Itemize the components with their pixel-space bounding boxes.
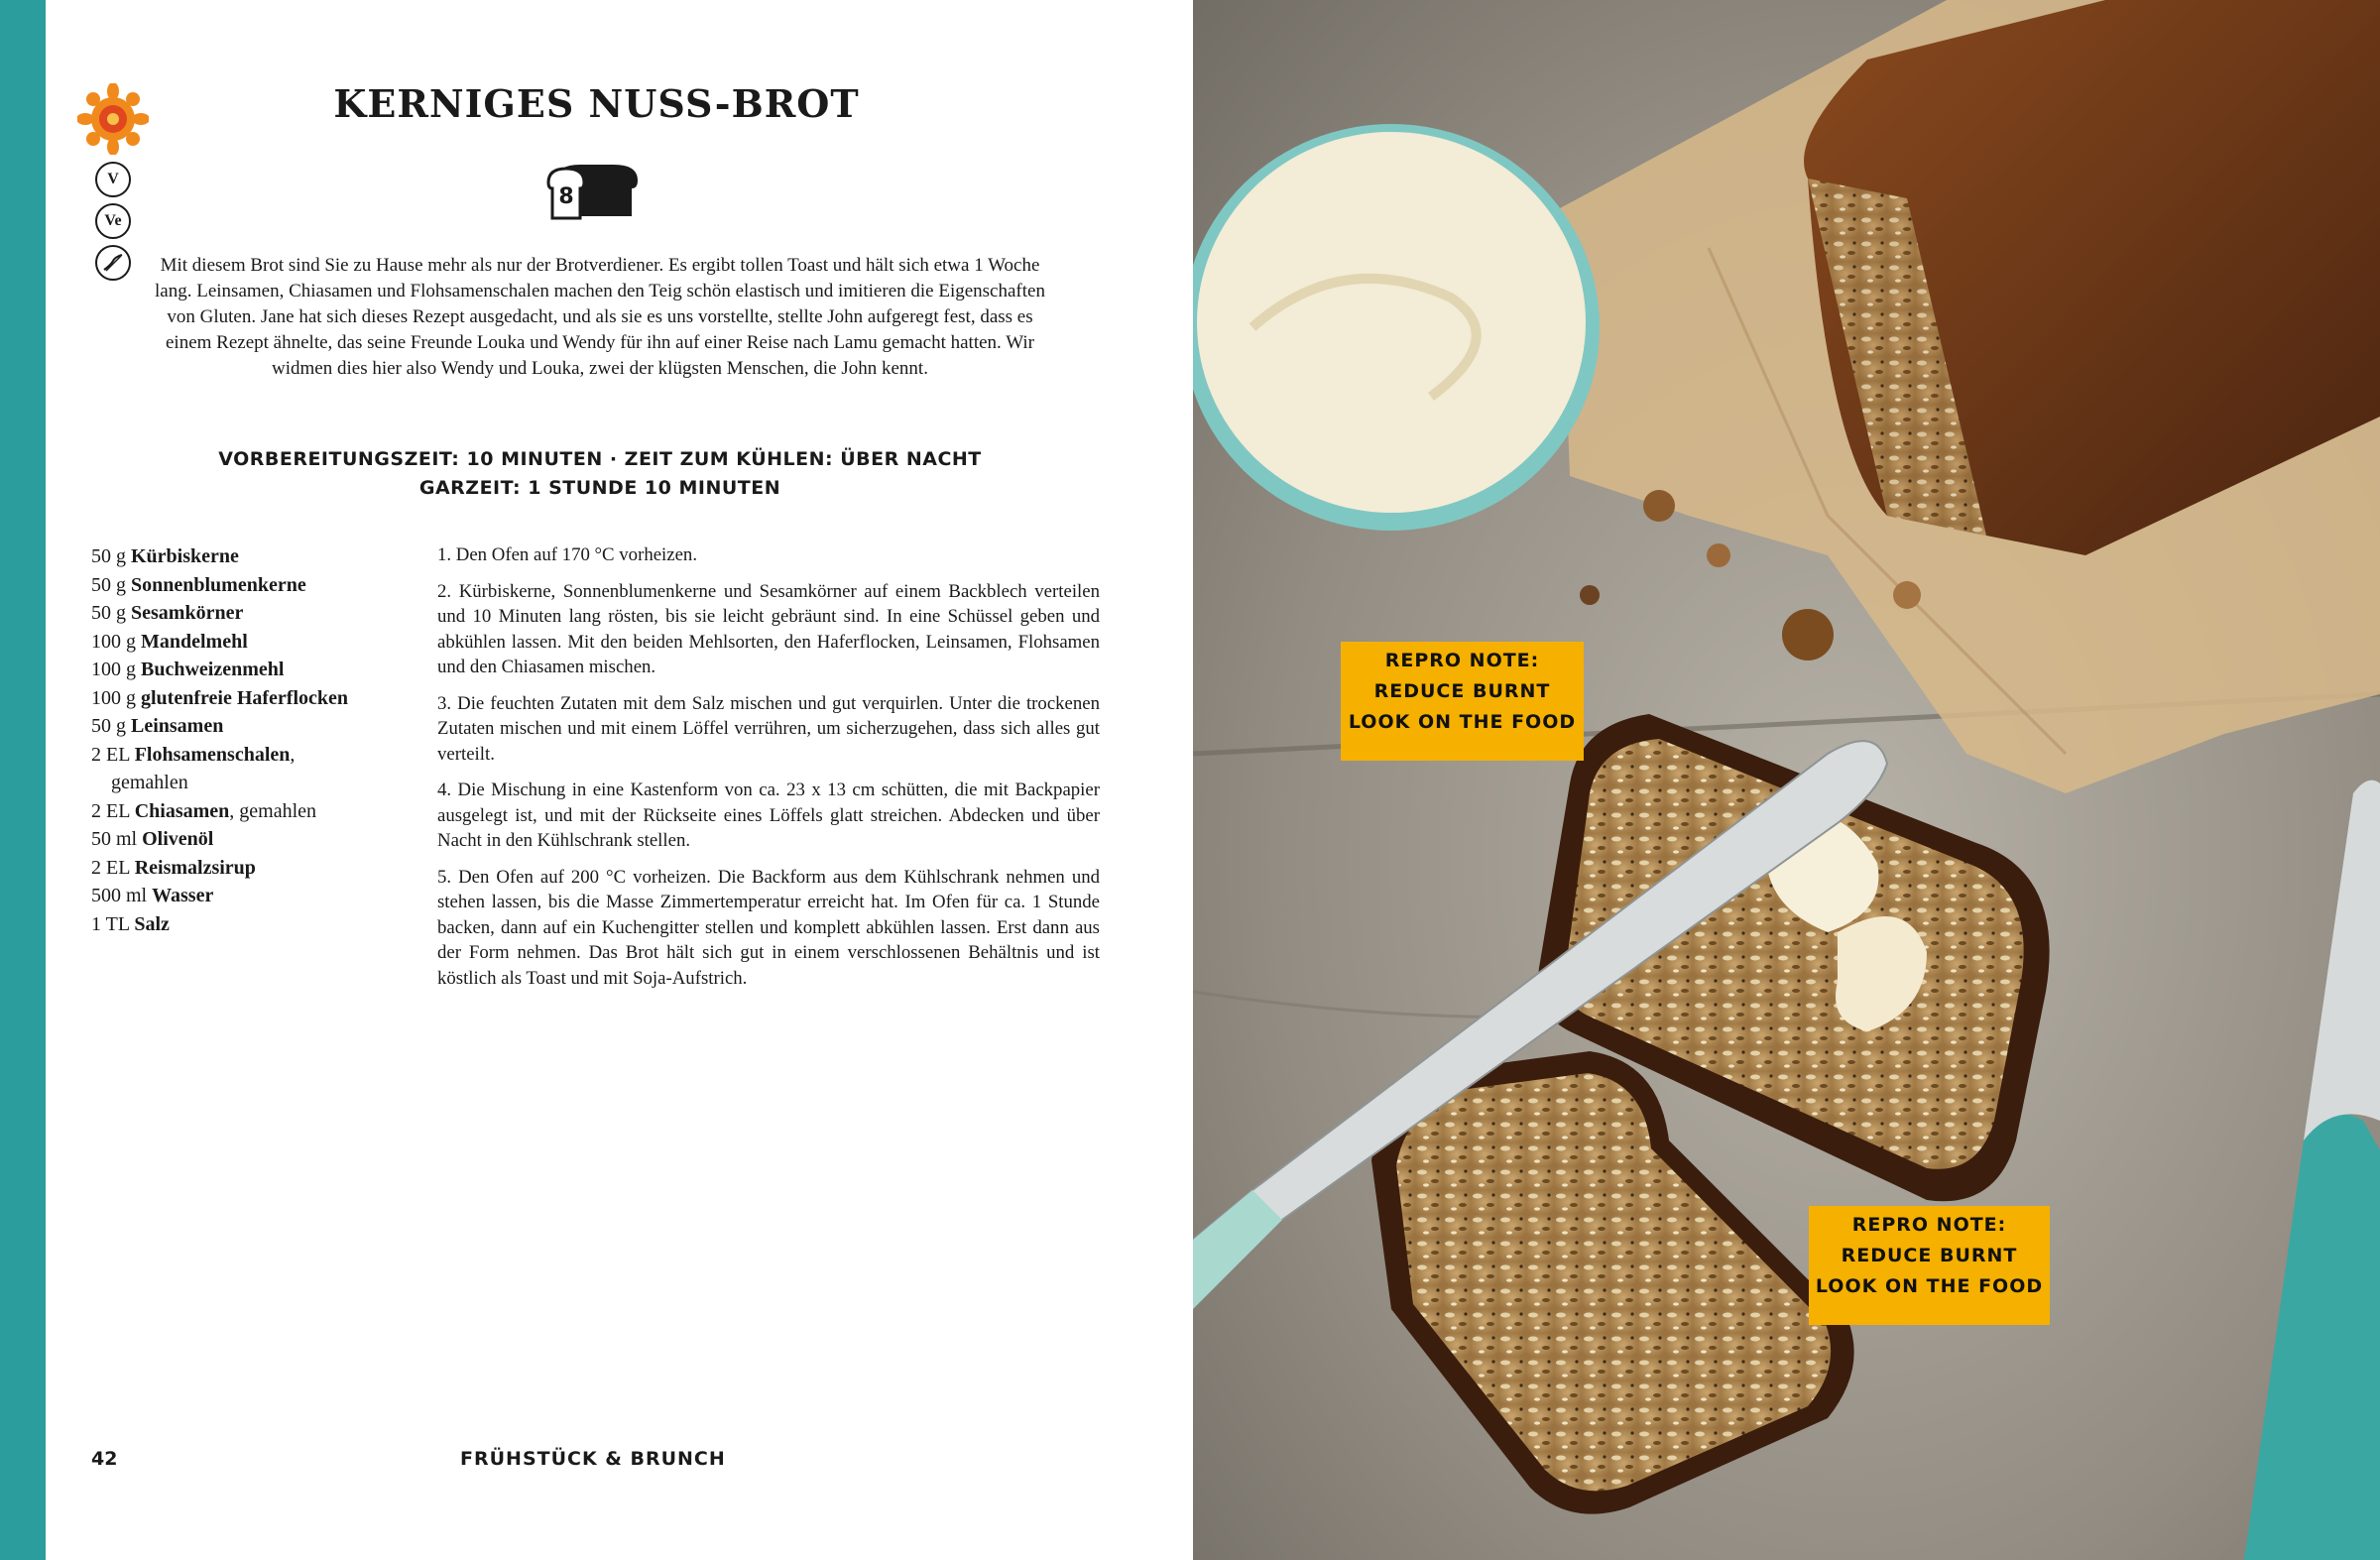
ingredient-item (91, 542, 418, 571)
ingredient-list (91, 542, 418, 938)
serves-badge (542, 159, 642, 222)
ingredient-item (91, 656, 418, 684)
vegan-icon: Ve (95, 203, 131, 239)
ingredient-quantity: 100 g (91, 659, 141, 680)
ingredient-note: , (290, 743, 296, 766)
ingredient-name: Leinsamen (131, 715, 224, 737)
ingredient-name: Sesamkörner (131, 602, 244, 624)
ingredient-note: , gemahlen (229, 799, 317, 822)
ingredient-quantity: 100 g (91, 686, 141, 709)
recipe-intro: Mit diesem Brot sind Sie zu Hause mehr als nur der Brotverdiener. Es ergibt tollen Toast und hält sich etwa 1 Woche lang. Leinsamen, Chiasamen und Flohsamenschalen machen den Teig schön elastisch und imitieren die Eigenschaften von Gluten. Jane hat sich dieses Rezept ausgedacht, und als sie es uns vorstellte, stellte John aufgeregt fest, dass es einem Rezept ähnelte, das seine Freunde Louka und Wendy für ihn auf einer Reise nach Lamu gemacht hatten. Wir widmen dies hier also Wendy und Louka, zwei der klügsten Menschen, die John kennt. (155, 255, 1045, 379)
repro-note-line: LOOK ON THE FOOD (1348, 711, 1577, 733)
ingredient-item (91, 684, 418, 713)
repro-note-line: REPRO NOTE: (1384, 650, 1540, 671)
method-step: 5. Den Ofen auf 200 °C vorheizen. Die Backform aus dem Kühlschrank nehmen und stehen lassen, bis die Masse Zimmertemperatur erreicht hat. Im Ofen für ca. 1 Stunde backen, dann auf ein Kuchengitter stellen und komplett abkühlen lassen. Erst dann aus der Form nehmen. Das Brot hält sich gut in einem verschlossenen Behältnis und ist köstlich als Toast und mit Soja-Aufstrich. (437, 866, 1100, 989)
prep-chill-time: VORBEREITUNGSZEIT: 10 MINUTEN · ZEIT ZUM KÜHLEN: ÜBER NACHT (218, 448, 982, 470)
ingredient-name: Sonnenblumenkerne (131, 573, 306, 596)
page-number: 42 (91, 1448, 118, 1470)
ingredient-name: Reismalzsirup (134, 856, 256, 879)
cook-time: GARZEIT: 1 STUNDE 10 MINUTEN (418, 477, 781, 499)
method-step: 3. Die feuchten Zutaten mit dem Salz mischen und gut verquirlen. Unter die trockenen Zutaten mischen und mit einem Löffel verrühren, um sicherzugehen, dass sich alles gut verteilt. (437, 692, 1100, 765)
ingredient-item (91, 825, 418, 854)
ingredient-quantity: 50 g (91, 715, 131, 737)
teal-edge-strip (0, 0, 46, 1560)
repro-note-line: REDUCE BURNT (1373, 680, 1551, 702)
gluten-free-icon (95, 245, 131, 281)
ingredient-quantity: 50 g (91, 545, 131, 567)
method-step: 2. Kürbiskerne, Sonnenblumenkerne und Sesamkörner auf einem Backblech verteilen und 10 Minuten lang rösten, bis sie leicht gebräunt sind. In eine Schüssel geben und abkühlen lassen. Mit den beiden Mehlsorten, den Haferflocken, Leinsamen, Flohsamen und den Chiasamen mischen. (437, 580, 1100, 677)
ingredient-item (91, 797, 418, 826)
ingredient-name: Flohsamenschalen (134, 743, 291, 766)
ingredient-name: Chiasamen (134, 799, 230, 822)
ingredient-quantity: 50 ml (91, 828, 143, 850)
method-step: 4. Die Mischung in eine Kastenform von ca. 23 x 13 cm schütten, die mit Backpapier ausgelegt ist, und mit der Rückseite eines Löffels glatt streichen. Abdecken und über Nacht in den Kühlschrank stellen. (437, 780, 1100, 851)
vegetarian-icon: V (95, 162, 131, 197)
repro-note-line: REPRO NOTE: (1851, 1214, 2007, 1236)
ingredient-item (91, 712, 418, 741)
method-step: 1. Den Ofen auf 170 °C vorheizen. (437, 544, 698, 565)
ingredient-quantity: 2 EL (91, 799, 135, 822)
method-steps (437, 542, 1100, 1002)
ingredient-name: glutenfreie Haferflocken (141, 686, 349, 709)
repro-note-line: REDUCE BURNT (1841, 1245, 2018, 1266)
ingredient-name: Buchweizenmehl (141, 659, 285, 680)
ingredient-name: Wasser (152, 885, 214, 906)
ingredient-note: gemahlen (111, 772, 188, 793)
repro-note (1809, 1206, 2050, 1325)
bread-photo (1193, 0, 2380, 1560)
section-name: FRÜHSTÜCK & BRUNCH (460, 1448, 726, 1470)
timing-block (154, 445, 1046, 503)
gluten-free-slash-icon (101, 251, 125, 275)
serves-count: 8 (558, 184, 574, 209)
ingredient-name: Olivenöl (142, 828, 214, 850)
ingredient-item (91, 910, 418, 939)
ingredient-quantity: 100 g (91, 630, 141, 653)
ingredient-quantity: 1 TL (91, 912, 135, 935)
ingredient-item (91, 741, 418, 770)
ingredient-quantity: 2 EL (91, 856, 135, 879)
ingredient-name: Kürbiskerne (131, 545, 239, 567)
ingredient-item (91, 769, 418, 797)
repro-note-line: LOOK ON THE FOOD (1815, 1275, 2044, 1297)
ingredient-item (91, 571, 418, 600)
ingredient-quantity: 50 g (91, 602, 131, 624)
ingredient-quantity: 2 EL (91, 743, 135, 766)
ingredient-name: Salz (134, 912, 170, 935)
ingredient-item (91, 882, 418, 910)
ingredient-name: Mandelmehl (141, 630, 248, 653)
ingredient-quantity: 50 g (91, 573, 131, 596)
repro-note (1341, 642, 1584, 761)
ingredient-item (91, 854, 418, 883)
ingredient-quantity: 500 ml (91, 885, 153, 906)
ingredient-item (91, 628, 418, 657)
ingredient-item (91, 599, 418, 628)
recipe-title: KERNIGES NUSS-BROT (333, 81, 860, 126)
right-page (1193, 0, 2380, 1560)
